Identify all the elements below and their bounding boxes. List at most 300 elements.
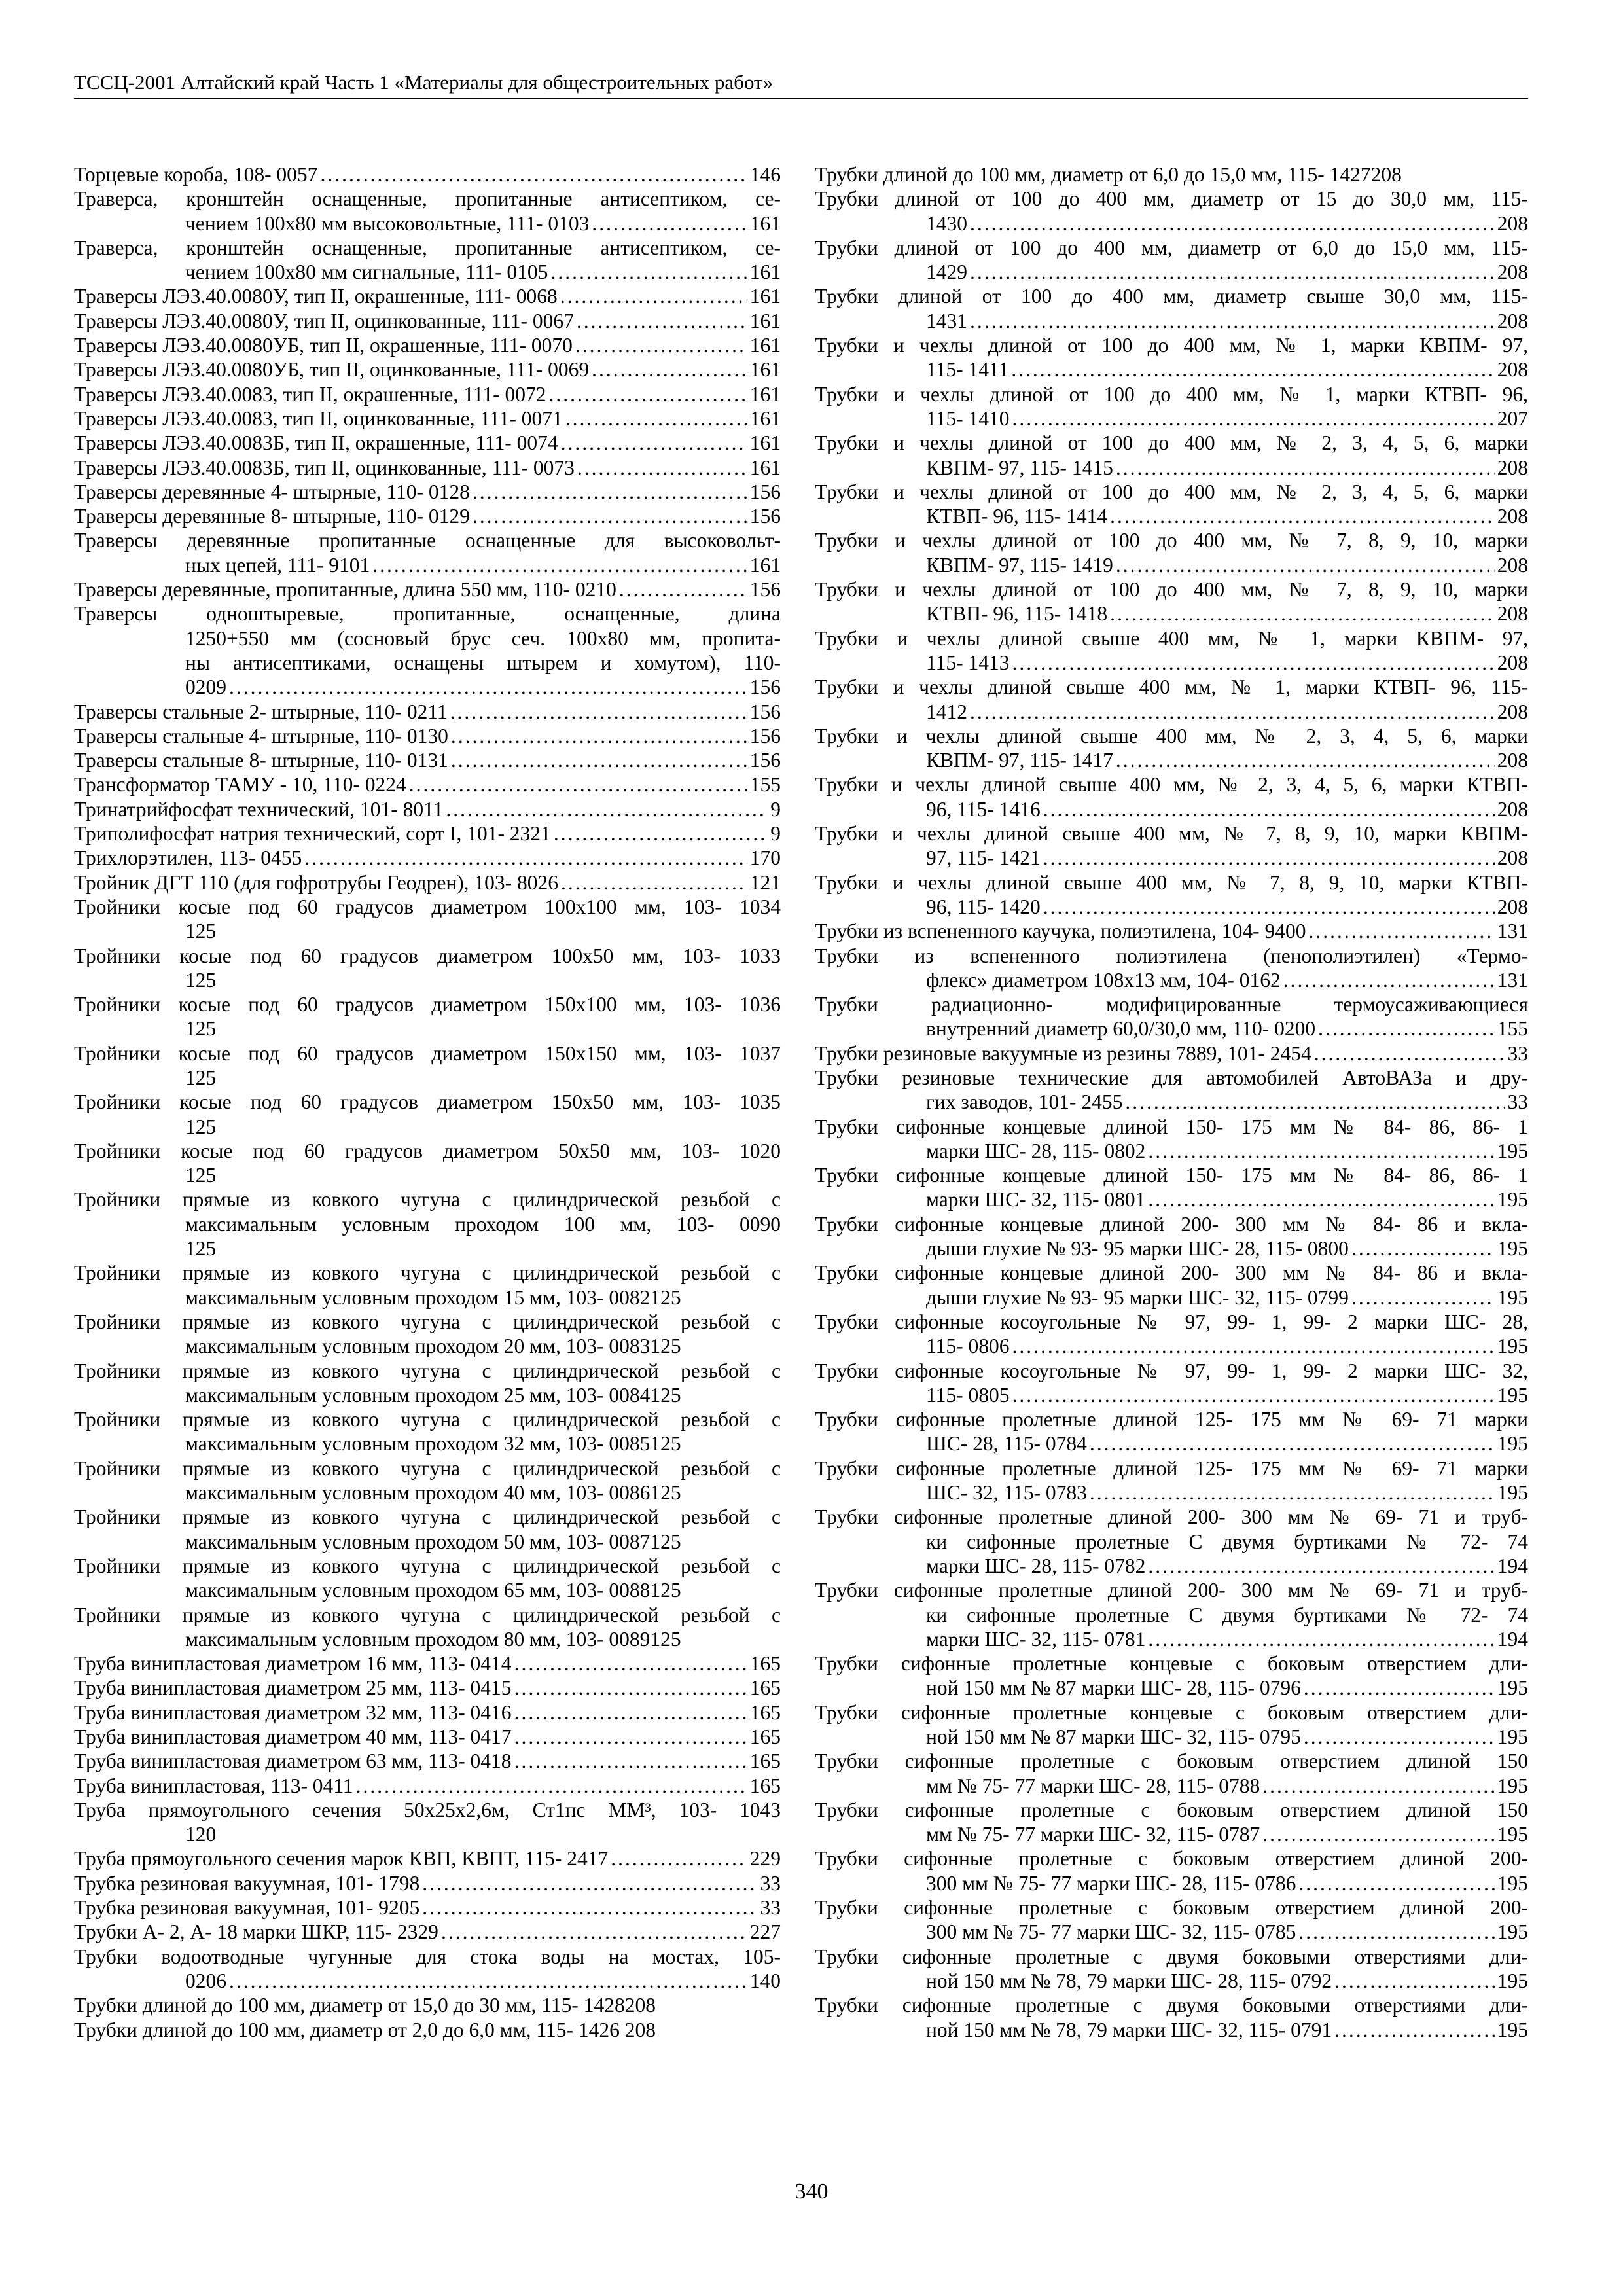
dot-leader	[970, 260, 1495, 284]
index-entry	[74, 1725, 781, 1749]
entry-page-number: 121	[749, 870, 781, 894]
dot-leader	[1148, 1187, 1494, 1211]
entry-text: Труба винипластовая диаметром 25 мм, 113- 0415	[74, 1676, 512, 1700]
index-entry	[815, 1041, 1528, 1066]
entry-text-line: Траверсы одноштыревые, пропитанные, оснащенные, длина	[74, 602, 781, 626]
entry-text-line: Трубки сифонные концевые длиной 200- 300 мм № 84- 86 и вкла-	[815, 1261, 1528, 1285]
entry-page-number: 195	[1497, 2018, 1528, 2041]
dot-leader	[1011, 357, 1494, 382]
entry-text: 97, 115- 1421	[926, 846, 1041, 870]
index-entry	[74, 601, 781, 699]
dot-leader	[577, 309, 747, 333]
entry-page-number: 156	[749, 578, 781, 601]
index-entry	[74, 870, 781, 895]
entry-text: 125	[185, 920, 217, 943]
entry-text: Траверсы ЛЭЗ.40.0083Б, тип II, оцинкованные, 111- 0073	[74, 456, 575, 479]
index-entry	[74, 992, 781, 1041]
entry-text-line: Тройники прямые из ковкого чугуна с цилиндрической резьбой с	[74, 1359, 781, 1382]
entry-page-number: 161	[749, 382, 781, 406]
entry-page-number: 194	[1497, 1554, 1528, 1577]
entry-text: Труба винипластовая диаметром 63 мм, 113- 0418	[74, 1749, 512, 1773]
page-number: 340	[794, 2179, 829, 2204]
entry-text: Тройник ДГТ 110 (для гофротрубы Геодрен), 103- 8026	[74, 870, 559, 894]
entry-text: Траверсы стальные 2- штырные, 110- 0211	[74, 700, 448, 723]
entry-page-number: 161	[749, 309, 781, 332]
entry-text-line: Тройники косые под 60 градусов диаметром 100х50 мм, 103- 1033	[74, 944, 781, 967]
entry-text: ных цепей, 111- 9101	[185, 553, 370, 577]
entry-text-line: Трубки и чехлы длиной свыше 400 мм, № 2, 3, 4, 5, 6, марки КТВП-	[815, 773, 1528, 797]
entry-text: Торцевые короба, 108- 0057	[74, 163, 318, 186]
index-entry	[815, 1505, 1528, 1578]
entry-page-number: 161	[749, 260, 781, 284]
index-entry	[815, 992, 1528, 1041]
dot-leader	[565, 406, 747, 431]
entry-text: 300 мм № 75- 77 марки ШС- 28, 115- 0786	[926, 1871, 1296, 1895]
index-entry	[815, 480, 1528, 529]
entry-page-number: 208	[1497, 797, 1528, 821]
entry-text-line: Трубки и чехлы длиной свыше 400 мм, № 7, 8, 9, 10, марки КТВП-	[815, 870, 1528, 894]
dot-leader	[451, 724, 747, 748]
entry-text: 0206	[185, 1969, 226, 1992]
index-entry	[74, 357, 781, 382]
entry-text: ной 150 мм № 87 марки ШС- 28, 115- 0796	[926, 1676, 1301, 1700]
dot-leader	[1043, 797, 1495, 821]
index-entry	[74, 1920, 781, 1944]
entry-text-line: Трубки и чехлы длиной от 100 до 400 мм, № 7, 8, 9, 10, марки	[815, 578, 1528, 601]
entry-text-line: Трубки и чехлы длиной от 100 до 400 мм, № 2, 3, 4, 5, 6, марки	[815, 480, 1528, 503]
dot-leader	[1148, 1627, 1494, 1651]
entry-page-number: 195	[1497, 1335, 1528, 1358]
dot-leader	[1116, 553, 1495, 577]
index-entry	[74, 236, 781, 285]
entry-text: Траверсы ЛЭЗ.40.0080УБ, тип II, окрашенные, 111- 0070	[74, 334, 573, 357]
entry-text: 125	[185, 1164, 217, 1187]
entry-page-number: 161	[749, 456, 781, 479]
entry-text: внутренний диаметр 60,0/30,0 мм, 110- 0200	[926, 1017, 1316, 1041]
entry-text: Трубки длиной до 100 мм, диаметр от 6,0 до 15,0 мм, 115- 1427208	[815, 163, 1402, 186]
entry-text: Тринатрийфосфат технический, 101- 8011	[74, 797, 444, 821]
dot-leader	[592, 211, 747, 236]
dot-leader	[1116, 456, 1495, 480]
entry-page-number: 195	[1497, 1188, 1528, 1211]
entry-text-line: Трубки и чехлы длиной от 100 до 400 мм, № 1, марки КВПМ- 97,	[815, 334, 1528, 357]
entry-page-number: 161	[749, 334, 781, 357]
entry-text: Траверсы стальные 8- штырные, 110- 0131	[74, 749, 448, 772]
entry-text: 96, 115- 1420	[926, 895, 1041, 918]
entry-page-number: 208	[1497, 211, 1528, 235]
index-entry	[74, 1871, 781, 1895]
dot-leader	[1298, 1920, 1494, 1944]
index-entry	[815, 1945, 1528, 1994]
index-entry	[815, 1212, 1528, 1261]
entry-page-number: 195	[1497, 1481, 1528, 1505]
entry-text-line: Трубки водоотводные чугунные для стока воды на мостах, 105-	[74, 1945, 781, 1968]
entry-text: 120	[185, 1823, 217, 1846]
entry-page-number: 161	[749, 431, 781, 455]
dot-leader	[970, 700, 1495, 724]
dot-leader	[1012, 406, 1494, 431]
index-entry	[74, 1945, 781, 1994]
entry-text-line: Трубки и чехлы длиной свыше 400 мм, № 1, марки КВПМ- 97,	[815, 626, 1528, 650]
index-entry	[74, 187, 781, 236]
index-entry	[815, 1846, 1528, 1895]
entry-text: чением 100х80 мм сигнальные, 111- 0105	[185, 260, 548, 284]
entry-text-line: Трубки длиной от 100 до 400 мм, диаметр от 15 до 30,0 мм, 115-	[815, 187, 1528, 211]
dot-leader	[1304, 1676, 1495, 1700]
index-entry	[74, 1554, 781, 1603]
dot-leader	[1148, 1139, 1494, 1163]
entry-text-line: Траверса, кронштейн оснащенные, пропитанные антисептиком, се-	[74, 187, 781, 211]
entry-text-line: Тройники прямые из ковкого чугуна с цилиндрической резьбой с	[74, 1603, 781, 1626]
entry-text: максимальным условным проходом 32 мм, 103- 0085125	[185, 1432, 681, 1456]
dot-leader	[446, 797, 768, 821]
entry-text: 1430	[926, 211, 967, 235]
dot-leader	[1090, 1431, 1495, 1456]
entry-page-number: 195	[1497, 1139, 1528, 1162]
entry-page-number: 195	[1497, 1285, 1528, 1309]
index-entry	[74, 1798, 781, 1847]
entry-text: Труба винипластовая диаметром 40 мм, 113- 0417	[74, 1725, 512, 1748]
entry-text: ШС- 28, 115- 0784	[926, 1432, 1087, 1456]
entry-text: ной 150 мм № 87 марки ШС- 32, 115- 0795	[926, 1725, 1301, 1748]
entry-page-number: 131	[1497, 920, 1528, 943]
index-entry	[74, 797, 781, 821]
entry-text: дыши глухие № 93- 95 марки ШС- 28, 115- 0800	[926, 1237, 1349, 1261]
entry-text: Триполифосфат натрия технический, сорт I, 101- 2321	[74, 822, 551, 846]
entry-page-number: 208	[1497, 602, 1528, 626]
entry-text: Траверсы деревянные, пропитанные, длина 550 мм, 110- 0210	[74, 578, 616, 601]
entry-text: гих заводов, 101- 2455	[926, 1090, 1123, 1114]
entry-text: Труба винипластовая диаметром 32 мм, 113- 0416	[74, 1700, 512, 1724]
index-entry	[74, 944, 781, 993]
index-entry	[74, 724, 781, 748]
entry-text: 125	[185, 1237, 217, 1261]
entry-text: Траверсы деревянные 4- штырные, 110- 0128	[74, 480, 470, 503]
entry-text-line: Трубки и чехлы длиной свыше 400 мм, № 2, 3, 4, 5, 6, марки	[815, 724, 1528, 747]
index-entry	[74, 1603, 781, 1652]
entry-text: КТВП- 96, 115- 1414	[926, 505, 1108, 528]
index-entry	[815, 528, 1528, 577]
entry-text: 125	[185, 1066, 217, 1089]
dot-leader	[1012, 651, 1494, 675]
entry-text-line: Тройники прямые из ковкого чугуна с цилиндрической резьбой с	[74, 1554, 781, 1577]
entry-text: Трубки длиной до 100 мм, диаметр от 15,0 до 30 мм, 115- 1428208	[74, 1994, 656, 2017]
index-entry	[74, 1041, 781, 1090]
entry-page-number: 165	[749, 1725, 781, 1748]
entry-text-line: Трубки сифонные пролетные с боковым отверстием длиной 150	[815, 1798, 1528, 1821]
index-column-right	[815, 162, 1528, 2042]
dot-leader	[554, 821, 768, 846]
index-entry	[815, 870, 1528, 920]
entry-page-number: 9	[770, 822, 781, 846]
entry-text-line: Трубки сифонные концевые длиной 150- 175 мм № 84- 86, 86- 1	[815, 1164, 1528, 1187]
index-entry	[74, 456, 781, 480]
entry-text-line: Трубки сифонные косоугольные № 97, 99- 1, 99- 2 марки ШС- 28,	[815, 1310, 1528, 1333]
index-entry	[815, 382, 1528, 431]
dot-leader	[1298, 1871, 1494, 1895]
entry-text: 96, 115- 1416	[926, 797, 1041, 821]
entry-text: максимальным условным проходом 80 мм, 103- 0089125	[185, 1627, 681, 1651]
entry-text: чением 100х80 мм высоковольтные, 111- 0103	[185, 211, 590, 235]
index-entry	[74, 431, 781, 455]
dot-leader	[441, 1920, 747, 1944]
entry-page-number: 208	[1497, 700, 1528, 723]
entry-page-number: 208	[1497, 749, 1528, 772]
entry-text-line: Трубки сифонные пролетные с боковым отверстием длиной 200-	[815, 1847, 1528, 1871]
entry-text: мм № 75- 77 марки ШС- 32, 115- 0787	[926, 1823, 1260, 1846]
dot-leader	[561, 431, 747, 455]
entry-text: 125	[185, 968, 217, 992]
index-entry	[74, 333, 781, 357]
entry-page-number: 165	[749, 1676, 781, 1700]
dot-leader	[619, 577, 747, 601]
entry-page-number: 165	[749, 1652, 781, 1676]
entry-page-number: 195	[1497, 1432, 1528, 1456]
entry-page-number: 208	[1497, 553, 1528, 577]
entry-text: Траверсы деревянные 8- штырные, 110- 0129	[74, 505, 470, 528]
entry-text-line: Трубки сифонные косоугольные № 97, 99- 1, 99- 2 марки ШС- 32,	[815, 1359, 1528, 1382]
entry-text-line: Трубки сифонные пролетные длиной 125- 175 мм № 69- 71 марки	[815, 1408, 1528, 1431]
entry-text-line: Трубки сифонные концевые длиной 200- 300 мм № 84- 86 и вкла-	[815, 1212, 1528, 1236]
index-entry	[74, 577, 781, 601]
index-entry	[815, 1993, 1528, 2042]
index-entry	[74, 1774, 781, 1798]
entry-page-number: 165	[749, 1749, 781, 1773]
entry-text-line: Трубки сифонные пролетные концевые с боковым отверстием дли-	[815, 1652, 1528, 1676]
entry-page-number: 161	[749, 285, 781, 308]
entry-text-line: Тройники косые под 60 градусов диаметром 150х150 мм, 103- 1037	[74, 1041, 781, 1065]
index-entry	[74, 821, 781, 846]
index-entry	[74, 1456, 781, 1505]
entry-text: Труба винипластовая, 113- 0411	[74, 1774, 353, 1797]
entry-text-line: Тройники прямые из ковкого чугуна с цилиндрической резьбой с	[74, 1310, 781, 1333]
entry-page-number: 208	[1497, 505, 1528, 528]
entry-page-number: 208	[1497, 456, 1528, 479]
entry-page-number: 33	[760, 1871, 781, 1895]
index-entry	[74, 480, 781, 504]
dot-leader	[1351, 1285, 1495, 1310]
index-entry	[74, 748, 781, 772]
entry-text: 115- 1411	[926, 358, 1009, 382]
dot-leader	[304, 846, 747, 870]
dot-leader	[1351, 1236, 1495, 1261]
entry-page-number: 131	[1497, 968, 1528, 992]
index-entry	[815, 1651, 1528, 1700]
entry-text-line: Трубки сифонные пролетные длиной 200- 300 мм № 69- 71 и труб-	[815, 1579, 1528, 1602]
index-entry	[815, 1359, 1528, 1408]
index-entry	[815, 919, 1528, 943]
dot-leader	[1283, 968, 1495, 992]
index-entry	[74, 528, 781, 577]
entry-text: Трубки резиновые вакуумные из резины 7889, 101- 2454	[815, 1041, 1311, 1065]
entry-text-line: Труба прямоугольного сечения 50х25х2,6м, Ст1пс ММ³, 103- 1043	[74, 1798, 781, 1821]
dot-leader	[592, 357, 747, 382]
dot-leader	[473, 504, 747, 528]
entry-text: 115- 1413	[926, 651, 1010, 674]
entry-text-line: Тройники косые под 60 градусов диаметром 150х100 мм, 103- 1036	[74, 993, 781, 1016]
dot-leader	[450, 700, 747, 724]
index-entry	[815, 431, 1528, 480]
dot-leader	[970, 309, 1495, 333]
entry-page-number: 156	[749, 749, 781, 772]
index-entry	[815, 944, 1528, 993]
entry-text-line: Тройники косые под 60 градусов диаметром 50х50 мм, 103- 1020	[74, 1139, 781, 1162]
dot-leader	[356, 1774, 747, 1798]
dot-leader	[320, 162, 747, 187]
dot-leader	[1012, 1383, 1494, 1407]
entry-text: Траверсы ЛЭЗ.40.0080УБ, тип II, оцинкованные, 111- 0069	[74, 358, 590, 382]
index-entry	[74, 2018, 781, 2042]
index-entry	[815, 1407, 1528, 1456]
dot-leader	[514, 1700, 747, 1725]
index-entry	[74, 1090, 781, 1139]
entry-text: максимальным условным проходом 40 мм, 103- 0086125	[185, 1481, 681, 1505]
entry-text-line: Трубки сифонные пролетные с боковым отверстием длиной 150	[815, 1749, 1528, 1773]
entry-text-line: Тройники прямые из ковкого чугуна с цилиндрической резьбой с	[74, 1456, 781, 1480]
entry-page-number: 156	[749, 505, 781, 528]
index-entry	[815, 162, 1528, 187]
dot-leader	[1012, 1334, 1494, 1358]
dot-leader	[1334, 2018, 1495, 2042]
dot-leader	[1043, 846, 1495, 870]
entry-text: 115- 0805	[926, 1383, 1010, 1407]
index-entry	[815, 626, 1528, 675]
entry-text: 115- 1410	[926, 406, 1010, 430]
dot-leader	[1116, 748, 1495, 772]
entry-text: 1412	[926, 700, 967, 723]
index-entry	[74, 1993, 781, 2017]
entry-page-number: 227	[749, 1920, 781, 1944]
dot-leader	[1262, 1774, 1495, 1798]
entry-text-line: Трубки сифонные пролетные длиной 200- 300 мм № 69- 71 и труб-	[815, 1505, 1528, 1529]
dot-leader	[561, 870, 747, 895]
entry-text: Траверсы стальные 4- штырные, 110- 0130	[74, 724, 448, 747]
entry-text-line: Тройники прямые из ковкого чугуна с цилиндрической резьбой с	[74, 1188, 781, 1211]
index-entry	[74, 1895, 781, 1920]
entry-page-number: 195	[1497, 1676, 1528, 1700]
dot-leader	[1090, 1480, 1495, 1505]
entry-text-line: Трубки сифонные пролетные с двумя боковыми отверстиями дли-	[815, 1945, 1528, 1968]
entry-text: КВПМ- 97, 115- 1417	[926, 749, 1113, 772]
index-entry	[74, 382, 781, 406]
entry-text: ной 150 мм № 78, 79 марки ШС- 28, 115- 0792	[926, 1969, 1332, 1992]
entry-page-number: 208	[1497, 309, 1528, 332]
entry-page-number: 156	[749, 700, 781, 723]
dot-leader	[372, 553, 747, 577]
entry-page-number: 208	[1497, 846, 1528, 870]
entry-text-line: ны антисептиками, оснащены штырем и хомутом), 110-	[185, 651, 781, 674]
entry-text: Трубка резиновая вакуумная, 101- 1798	[74, 1871, 420, 1895]
entry-text-line: Трубки из вспененного полиэтилена (пенополиэтилен) «Термо-	[815, 944, 1528, 967]
entry-text: дыши глухие № 93- 95 марки ШС- 32, 115- 0799	[926, 1285, 1349, 1309]
entry-page-number: 161	[749, 406, 781, 430]
dot-leader	[575, 333, 747, 357]
entry-text-line: Тройники косые под 60 градусов диаметром 100х100 мм, 103- 1034	[74, 895, 781, 918]
index-entry	[815, 1456, 1528, 1505]
entry-text-line: Траверсы деревянные пропитанные оснащенные для высоковольт-	[74, 529, 781, 552]
entry-text: КТВП- 96, 115- 1418	[926, 602, 1108, 626]
entry-text: Траверсы ЛЭЗ.40.0083, тип II, оцинкованные, 111- 0071	[74, 406, 563, 430]
entry-text: 115- 0806	[926, 1335, 1010, 1358]
entry-text-line: ки сифонные пролетные С двумя буртиками № 72- 74	[926, 1530, 1528, 1553]
index-entry	[74, 1261, 781, 1310]
entry-text: 0209	[185, 675, 226, 699]
entry-text: максимальным условным проходом 50 мм, 103- 0087125	[185, 1530, 681, 1553]
entry-text: Траверсы ЛЭЗ.40.0083Б, тип II, окрашенные, 111- 0074	[74, 431, 558, 455]
entry-text: марки ШС- 32, 115- 0781	[926, 1627, 1146, 1651]
index-column-left	[74, 162, 781, 2042]
entry-text: 300 мм № 75- 77 марки ШС- 32, 115- 0785	[926, 1920, 1296, 1944]
entry-text: КВПМ- 97, 115- 1419	[926, 553, 1113, 577]
entry-text: КВПМ- 97, 115- 1415	[926, 456, 1113, 479]
entry-page-number: 156	[749, 724, 781, 747]
index-entry	[74, 700, 781, 724]
index-entry	[815, 1700, 1528, 1749]
entry-text-line: Трубки длиной от 100 до 400 мм, диаметр свыше 30,0 мм, 115-	[815, 285, 1528, 308]
index-entry	[74, 1139, 781, 1188]
index-entry	[815, 236, 1528, 285]
index-entry	[815, 1798, 1528, 1847]
entry-text-line: Трубки сифонные концевые длиной 150- 175 мм № 84- 86, 86- 1	[815, 1115, 1528, 1138]
entry-page-number: 33	[1507, 1041, 1528, 1065]
entry-text: ной 150 мм № 78, 79 марки ШС- 32, 115- 0791	[926, 2018, 1332, 2041]
entry-text: 125	[185, 1115, 217, 1138]
entry-text-line: Траверса, кронштейн оснащенные, пропитанные антисептиком, се-	[74, 236, 781, 259]
index-entry	[815, 577, 1528, 626]
entry-text-line: 1250+550 мм (сосновый брус сеч. 100х80 мм, пропита-	[185, 626, 781, 650]
dot-leader	[1148, 1554, 1494, 1578]
index-entry	[74, 1749, 781, 1773]
index-entry	[74, 846, 781, 870]
dot-leader	[409, 772, 747, 797]
entry-text: марки ШС- 28, 115- 0782	[926, 1554, 1146, 1577]
entry-text: Траверсы ЛЭЗ.40.0083, тип II, окрашенные, 111- 0072	[74, 382, 546, 406]
dot-leader	[577, 456, 747, 480]
dot-leader	[1318, 1016, 1495, 1041]
dot-leader	[229, 1969, 747, 1993]
entry-text: максимальным условным проходом 25 мм, 103- 0084125	[185, 1383, 681, 1407]
entry-text-line: Тройники прямые из ковкого чугуна с цилиндрической резьбой с	[74, 1505, 781, 1529]
entry-page-number: 155	[749, 773, 781, 797]
entry-text: 125	[185, 1017, 217, 1041]
entry-text-line: ки сифонные пролетные С двумя буртиками № 72- 74	[926, 1603, 1528, 1626]
index-entry	[74, 1846, 781, 1871]
entry-page-number: 33	[1507, 1090, 1528, 1114]
index-entry	[74, 1359, 781, 1408]
entry-page-number: 208	[1497, 895, 1528, 918]
entry-page-number: 140	[749, 1969, 781, 1992]
entry-page-number: 195	[1497, 1871, 1528, 1895]
index-entry	[815, 1115, 1528, 1164]
entry-text: Трубки длиной до 100 мм, диаметр от 2,0 до 6,0 мм, 115- 1426 208	[74, 2018, 656, 2041]
entry-text: максимальным условным проходом 15 мм, 103- 0082125	[185, 1285, 681, 1309]
entry-text-line: Тройники косые под 60 градусов диаметром 150х50 мм, 103- 1035	[74, 1090, 781, 1114]
index-entry	[815, 1163, 1528, 1212]
entry-page-number: 195	[1497, 1725, 1528, 1748]
entry-page-number: 208	[1497, 651, 1528, 674]
entry-text-line: Тройники прямые из ковкого чугуна с цилиндрической резьбой с	[74, 1408, 781, 1431]
entry-page-number: 170	[749, 846, 781, 870]
entry-page-number: 208	[1497, 260, 1528, 284]
dot-leader	[1262, 1822, 1495, 1846]
entry-text-line: Трубки радиационно- модифицированные термоусаживающиеся	[815, 993, 1528, 1016]
entry-page-number: 194	[1497, 1627, 1528, 1651]
entry-page-number: 208	[1497, 358, 1528, 382]
entry-page-number: 195	[1497, 1969, 1528, 1992]
entry-text-line: Трубки длиной от 100 до 400 мм, диаметр от 6,0 до 15,0 мм, 115-	[815, 236, 1528, 259]
entry-page-number: 195	[1497, 1383, 1528, 1407]
entry-text: Трубка резиновая вакуумная, 101- 9205	[74, 1896, 420, 1920]
